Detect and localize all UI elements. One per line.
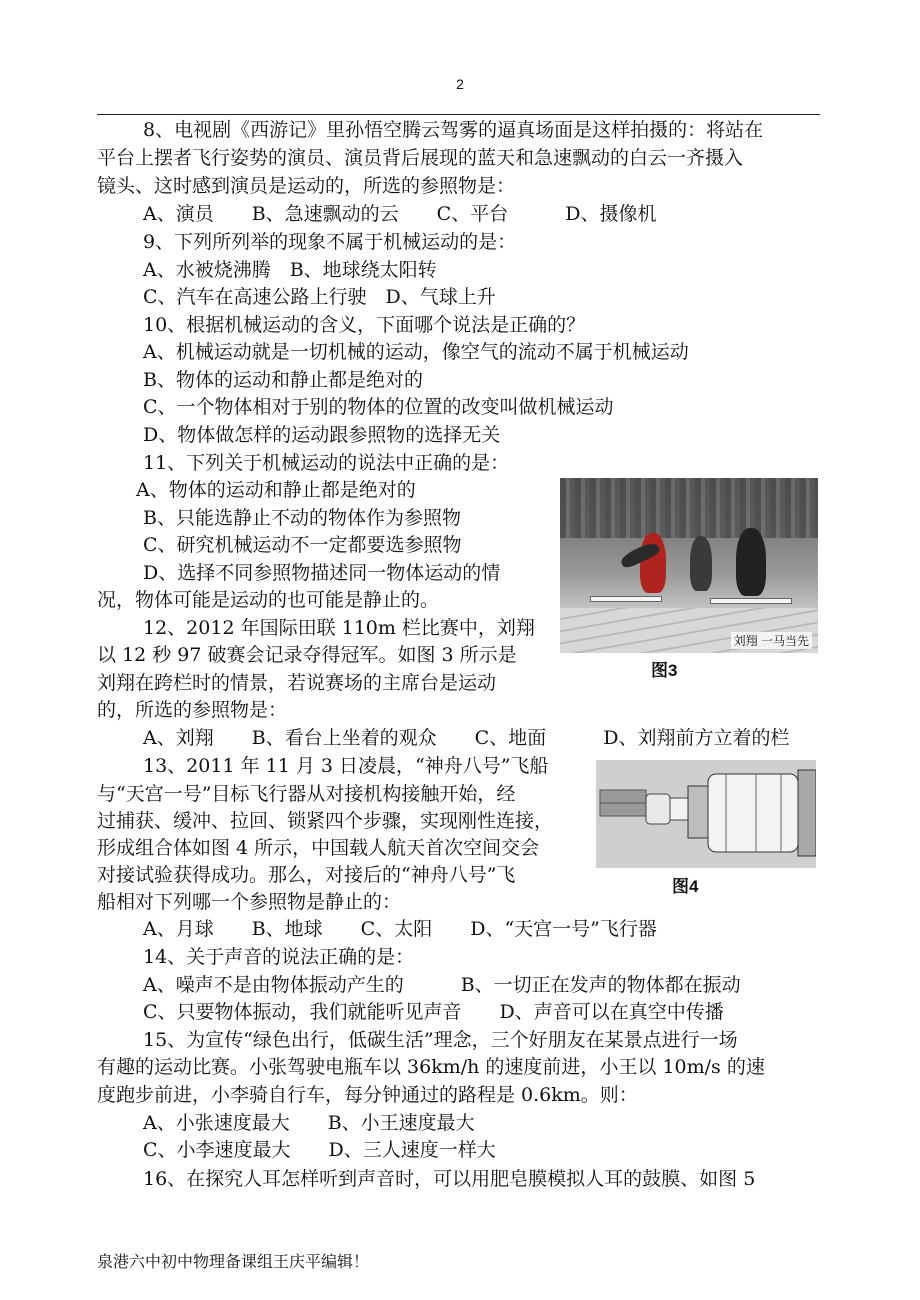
hurdle — [590, 596, 662, 602]
text-line: D、选择不同参照物描述同一物体运动的情 — [143, 562, 501, 584]
text-line: 刘翔在跨栏时的情景，若说赛场的主席台是运动 — [97, 672, 497, 694]
text-line: 与“天宫一号”目标飞行器从对接机构接触开始，经 — [97, 783, 516, 805]
text-line: 度跑步前进，小李骑自行车，每分钟通过的路程是 0.6km。则： — [97, 1084, 638, 1106]
text-line: C、小李速度最大 D、三人速度一样大 — [143, 1139, 496, 1161]
text-line: 况，物体可能是运动的也可能是静止的。 — [97, 589, 440, 611]
figure-3-photo — [560, 478, 818, 653]
figure-3-caption: 刘翔 一马当先 — [731, 632, 812, 649]
text-line: 对接试验获得成功。那么，对接后的“神舟八号”飞 — [97, 864, 516, 886]
text-line: C、汽车在高速公路上行驶 D、气球上升 — [143, 286, 496, 308]
text-line: B、物体的运动和静止都是绝对的 — [143, 369, 423, 391]
runner — [690, 536, 712, 591]
text-line: B、只能选静止不动的物体作为参照物 — [143, 507, 461, 529]
runner — [736, 528, 766, 596]
text-line: A、水被烧沸腾 B、地球绕太阳转 — [143, 259, 437, 281]
text-line: A、机械运动就是一切机械的运动，像空气的流动不属于机械运动 — [143, 341, 689, 363]
text-line: 16、在探究人耳怎样听到声音时，可以用肥皂膜模拟人耳的鼓膜、如图 5 — [143, 1168, 756, 1190]
text-line: 8、电视剧《西游记》里孙悟空腾云驾雾的逼真场面是这样拍摄的：将站在 — [143, 119, 764, 141]
header-rule — [97, 114, 820, 115]
text-line: 过捕获、缓冲、拉回、锁紧四个步骤，实现刚性连接， — [97, 810, 554, 832]
footer-text: 泉港六中初中物理备课组王庆平编辑！ — [97, 1252, 370, 1271]
text-line: 平台上摆者飞行姿势的演员、演员背后展现的蓝天和急速飘动的白云一齐摄入 — [97, 147, 744, 169]
text-line: 12、2012 年国际田联 110m 栏比赛中，刘翔 — [143, 617, 535, 639]
text-line: 9、下列所列举的现象不属于机械运动的是： — [143, 231, 517, 253]
text-line: 14、关于声音的说法正确的是： — [143, 946, 415, 968]
runner — [640, 533, 666, 593]
text-line: 的，所选的参照物是： — [97, 699, 288, 721]
text-line: 15、为宣传“绿色出行，低碳生活”理念，三个好朋友在某景点进行一场 — [143, 1029, 738, 1051]
figure-4-photo — [596, 760, 816, 868]
text-line: A、物体的运动和静止都是绝对的 — [136, 479, 416, 501]
figure-3-label: 图3 — [651, 661, 678, 680]
text-line: A、小张速度最大 B、小王速度最大 — [143, 1112, 475, 1134]
spacecraft-illustration — [596, 760, 816, 868]
stadium-stands — [560, 478, 818, 538]
text-line: A、噪声不是由物体振动产生的 B、一切正在发声的物体都在振动 — [143, 974, 741, 996]
text-line: 形成组合体如图 4 所示，中国载人航天首次空间交会 — [97, 837, 540, 859]
text-line: C、一个物体相对于别的物体的位置的改变叫做机械运动 — [143, 396, 614, 418]
page-number: 2 — [456, 76, 464, 92]
text-line: 13、2011 年 11 月 3 日凌晨，“神舟八号”飞船 — [143, 755, 549, 777]
text-line: A、刘翔 B、看台上坐着的观众 C、地面 D、刘翔前方立着的栏 — [143, 727, 790, 749]
text-line: 以 12 秒 97 破赛会记录夺得冠军。如图 3 所示是 — [97, 644, 517, 666]
text-line: 船相对下列哪一个参照物是静止的： — [97, 891, 402, 913]
figure-4-label: 图4 — [672, 877, 699, 896]
text-line: C、研究机械运动不一定都要选参照物 — [143, 534, 462, 556]
text-line: A、月球 B、地球 C、太阳 D、“天宫一号”飞行器 — [143, 918, 657, 940]
text-line: 有趣的运动比赛。小张驾驶电瓶车以 36km/h 的速度前进，小王以 10m/s 的速 — [97, 1056, 765, 1078]
text-line: A、演员 B、急速飘动的云 C、平台 D、摄像机 — [143, 203, 657, 225]
text-line: C、只要物体振动，我们就能听见声音 D、声音可以在真空中传播 — [143, 1001, 724, 1023]
text-line: 镜头、这时感到演员是运动的，所选的参照物是： — [97, 175, 516, 197]
text-line: D、物体做怎样的运动跟参照物的选择无关 — [143, 424, 501, 446]
hurdle — [710, 598, 792, 604]
text-line: 10、根据机械运动的含义，下面哪个说法是正确的？ — [143, 314, 586, 336]
text-line: 11、下列关于机械运动的说法中正确的是： — [143, 452, 510, 474]
